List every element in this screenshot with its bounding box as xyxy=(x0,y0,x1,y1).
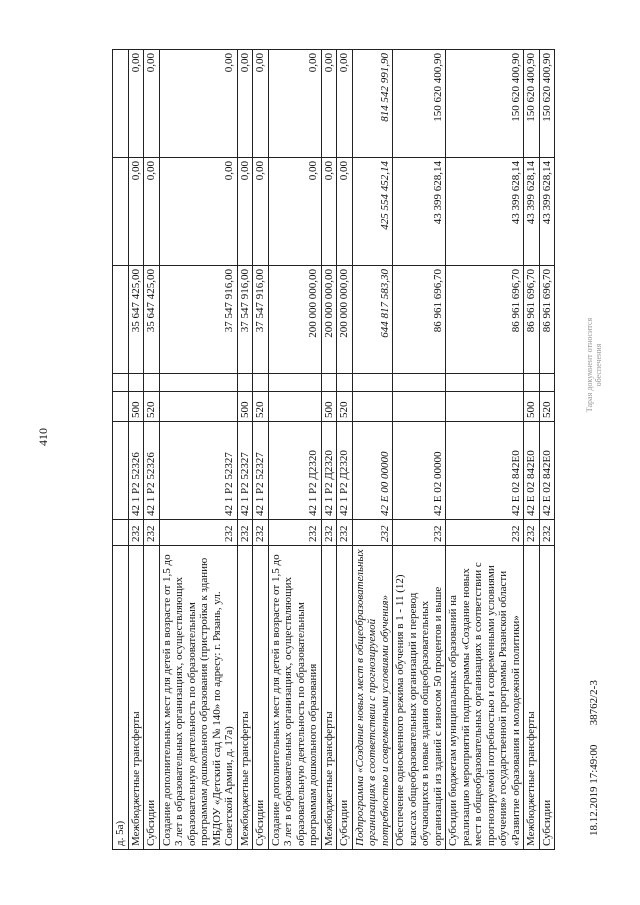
cell-c1: 232 xyxy=(393,520,446,546)
cell-v2: 0,00 xyxy=(253,158,269,266)
cell-c4 xyxy=(321,374,337,392)
cell-name: Межбюджетные трансферты xyxy=(321,546,337,850)
cell-v2 xyxy=(113,158,129,266)
cell-v2: 0,00 xyxy=(237,158,253,266)
cell-c4 xyxy=(352,374,393,392)
cell-c4 xyxy=(144,374,160,392)
cell-c4 xyxy=(237,374,253,392)
cell-v1: 200 000 000,00 xyxy=(337,266,353,374)
cell-c2: 42 1 Р2 52327 xyxy=(253,422,269,520)
cell-v2: 0,00 xyxy=(144,158,160,266)
cell-c4 xyxy=(128,374,144,392)
cell-v1: 35 647 425,00 xyxy=(128,266,144,374)
page-number: 410 xyxy=(36,428,50,446)
cell-c1: 232 xyxy=(352,520,393,546)
cell-c2: 42 1 Р2 Д2320 xyxy=(337,422,353,520)
cell-name: Субсидии xyxy=(253,546,269,850)
cell-name: Межбюджетные трансферты xyxy=(237,546,253,850)
cell-c1: 232 xyxy=(128,520,144,546)
cell-c3: 500 xyxy=(524,392,540,422)
cell-name: Субсидии xyxy=(337,546,353,850)
table-row xyxy=(113,50,129,850)
table-row xyxy=(337,50,353,850)
cell-v1: 86 961 696,70 xyxy=(524,266,540,374)
cell-v2: 0,00 xyxy=(268,158,321,266)
cell-c3 xyxy=(113,392,129,422)
cell-c2: 42 1 Р2 Д2320 xyxy=(268,422,321,520)
cell-v1: 37 547 916,00 xyxy=(253,266,269,374)
cell-c1: 232 xyxy=(237,520,253,546)
cell-name: Межбюджетные трансферты xyxy=(128,546,144,850)
cell-v3: 0,00 xyxy=(128,50,144,158)
cell-c2: 42 Е 00 00000 xyxy=(352,422,393,520)
cell-c3 xyxy=(446,392,524,422)
table-row xyxy=(144,50,160,850)
budget-table-body xyxy=(113,50,555,850)
cell-v3: 0,00 xyxy=(144,50,160,158)
cell-v3 xyxy=(113,50,129,158)
table-row xyxy=(393,50,446,850)
cell-v3: 0,00 xyxy=(337,50,353,158)
cell-c3 xyxy=(393,392,446,422)
cell-c3: 500 xyxy=(128,392,144,422)
cell-c4 xyxy=(393,374,446,392)
cell-c2: 42 1 Р2 52326 xyxy=(128,422,144,520)
cell-v3: 150 620 400,90 xyxy=(446,50,524,158)
cell-v2: 43 399 628,14 xyxy=(539,158,555,266)
table-row xyxy=(539,50,555,850)
cell-v1: 37 547 916,00 xyxy=(159,266,237,374)
cell-v1: 37 547 916,00 xyxy=(237,266,253,374)
budget-table xyxy=(112,49,555,850)
table-row xyxy=(524,50,540,850)
cell-c1: 232 xyxy=(144,520,160,546)
cell-c2 xyxy=(113,422,129,520)
cell-c1: 232 xyxy=(446,520,524,546)
cell-c3: 520 xyxy=(337,392,353,422)
cell-v2: 0,00 xyxy=(159,158,237,266)
cell-c2: 42 1 Р2 52327 xyxy=(159,422,237,520)
cell-c2: 42 Е 02 842Е0 xyxy=(524,422,540,520)
cell-v1: 35 647 425,00 xyxy=(144,266,160,374)
cell-v2: 43 399 628,14 xyxy=(524,158,540,266)
cell-v3: 0,00 xyxy=(253,50,269,158)
cell-c1 xyxy=(113,520,129,546)
cell-c3 xyxy=(268,392,321,422)
cell-c4 xyxy=(159,374,237,392)
cell-c3: 520 xyxy=(539,392,555,422)
cell-v2: 43 399 628,14 xyxy=(393,158,446,266)
cell-c2: 42 Е 02 842Е0 xyxy=(539,422,555,520)
cell-name: Субсидии xyxy=(144,546,160,850)
cell-v1 xyxy=(113,266,129,374)
budget-table-container xyxy=(112,50,553,850)
cell-v1: 86 961 696,70 xyxy=(393,266,446,374)
cell-c2: 42 Е 02 842Е0 xyxy=(446,422,524,520)
cell-v3: 0,00 xyxy=(159,50,237,158)
cell-v2: 0,00 xyxy=(337,158,353,266)
cell-c1: 232 xyxy=(159,520,237,546)
cell-name: Обеспечение односменного режима обучения в 1 - 11 (12) классах общеобразовательных организаций и перевод обучающихся в новые здания общеобразовательных организаций из зданий с износом 50 процентов и выше xyxy=(393,546,446,850)
cell-c1: 232 xyxy=(337,520,353,546)
cell-c1: 232 xyxy=(253,520,269,546)
cell-name: Создание дополнительных мест для детей в возрасте от 1,5 до 3 лет в образовательных организациях, осуществляющих образовательную деятельность по образовательным программам дошкольного образования (пристройка к зданию МБДОУ «Детский сад № 140» по адресу: г. Рязань, ул. Советской Армии, д. 17а) xyxy=(159,546,237,850)
cell-c4 xyxy=(253,374,269,392)
cell-v1: 644 817 583,30 xyxy=(352,266,393,374)
cell-c2: 42 1 Р2 Д2320 xyxy=(321,422,337,520)
cell-v3: 150 620 400,90 xyxy=(393,50,446,158)
cell-c4 xyxy=(446,374,524,392)
footer-timestamp: 18.12.2019 17:49:00 xyxy=(588,744,600,836)
cell-c2: 42 Е 02 00000 xyxy=(393,422,446,520)
cell-v3: 150 620 400,90 xyxy=(539,50,555,158)
cell-name: Субсидии бюджетам муниципальных образований на реализацию мероприятий подпрограммы «Создание новых мест в общеобразовательных организациях в соответствии с прогнозируемой потребностью и современными условиями обучения» государственной программы Рязанской области «Развитие образования и молодежной политики» xyxy=(446,546,524,850)
cell-v3: 0,00 xyxy=(268,50,321,158)
cell-c2: 42 1 Р2 52326 xyxy=(144,422,160,520)
footer-timestamp-line xyxy=(588,680,600,836)
cell-c3: 520 xyxy=(253,392,269,422)
cell-c3 xyxy=(159,392,237,422)
cell-name: Подпрограмма «Создание новых мест в общеобразовательных организациях в соответствии с прогнозируемой потребностью и современными условиями обучения» xyxy=(352,546,393,850)
cell-c1: 232 xyxy=(539,520,555,546)
cell-v3: 150 620 400,90 xyxy=(524,50,540,158)
cell-v2: 425 554 452,14 xyxy=(352,158,393,266)
table-row xyxy=(268,50,321,850)
cell-c4 xyxy=(113,374,129,392)
cell-v2: 0,00 xyxy=(128,158,144,266)
cell-c4 xyxy=(539,374,555,392)
table-row xyxy=(237,50,253,850)
cell-v2: 43 399 628,14 xyxy=(446,158,524,266)
cell-c1: 232 xyxy=(524,520,540,546)
cell-v3: 0,00 xyxy=(321,50,337,158)
cell-v2: 0,00 xyxy=(321,158,337,266)
cell-v1: 86 961 696,70 xyxy=(446,266,524,374)
table-row xyxy=(159,50,237,850)
cell-v1: 200 000 000,00 xyxy=(321,266,337,374)
cell-c3: 520 xyxy=(144,392,160,422)
cell-c1: 232 xyxy=(321,520,337,546)
table-row xyxy=(128,50,144,850)
cell-name: Создание дополнительных мест для детей в возрасте от 1,5 до 3 лет в образовательных организациях, осуществляющих образовательную деятельность по образовательным программам дошкольного образования xyxy=(268,546,321,850)
cell-v3: 814 542 991,90 xyxy=(352,50,393,158)
footer-doc-code: 38762/2-3 xyxy=(588,680,600,726)
table-row xyxy=(253,50,269,850)
cell-c3: 500 xyxy=(321,392,337,422)
cell-c3 xyxy=(352,392,393,422)
cell-c2: 42 1 Р2 52327 xyxy=(237,422,253,520)
cell-c4 xyxy=(268,374,321,392)
cell-c4 xyxy=(524,374,540,392)
footer-stamp: Тарая докумнент относится обеспечения xyxy=(585,317,603,413)
table-row xyxy=(446,50,524,850)
cell-c3: 500 xyxy=(237,392,253,422)
table-row xyxy=(321,50,337,850)
cell-name: Субсидии xyxy=(539,546,555,850)
cell-c1: 232 xyxy=(268,520,321,546)
cell-name: д. 5а) xyxy=(113,546,129,850)
cell-v1: 86 961 696,70 xyxy=(539,266,555,374)
cell-v3: 0,00 xyxy=(237,50,253,158)
cell-name: Межбюджетные трансферты xyxy=(524,546,540,850)
cell-v1: 200 000 000,00 xyxy=(268,266,321,374)
table-row xyxy=(352,50,393,850)
cell-c4 xyxy=(337,374,353,392)
